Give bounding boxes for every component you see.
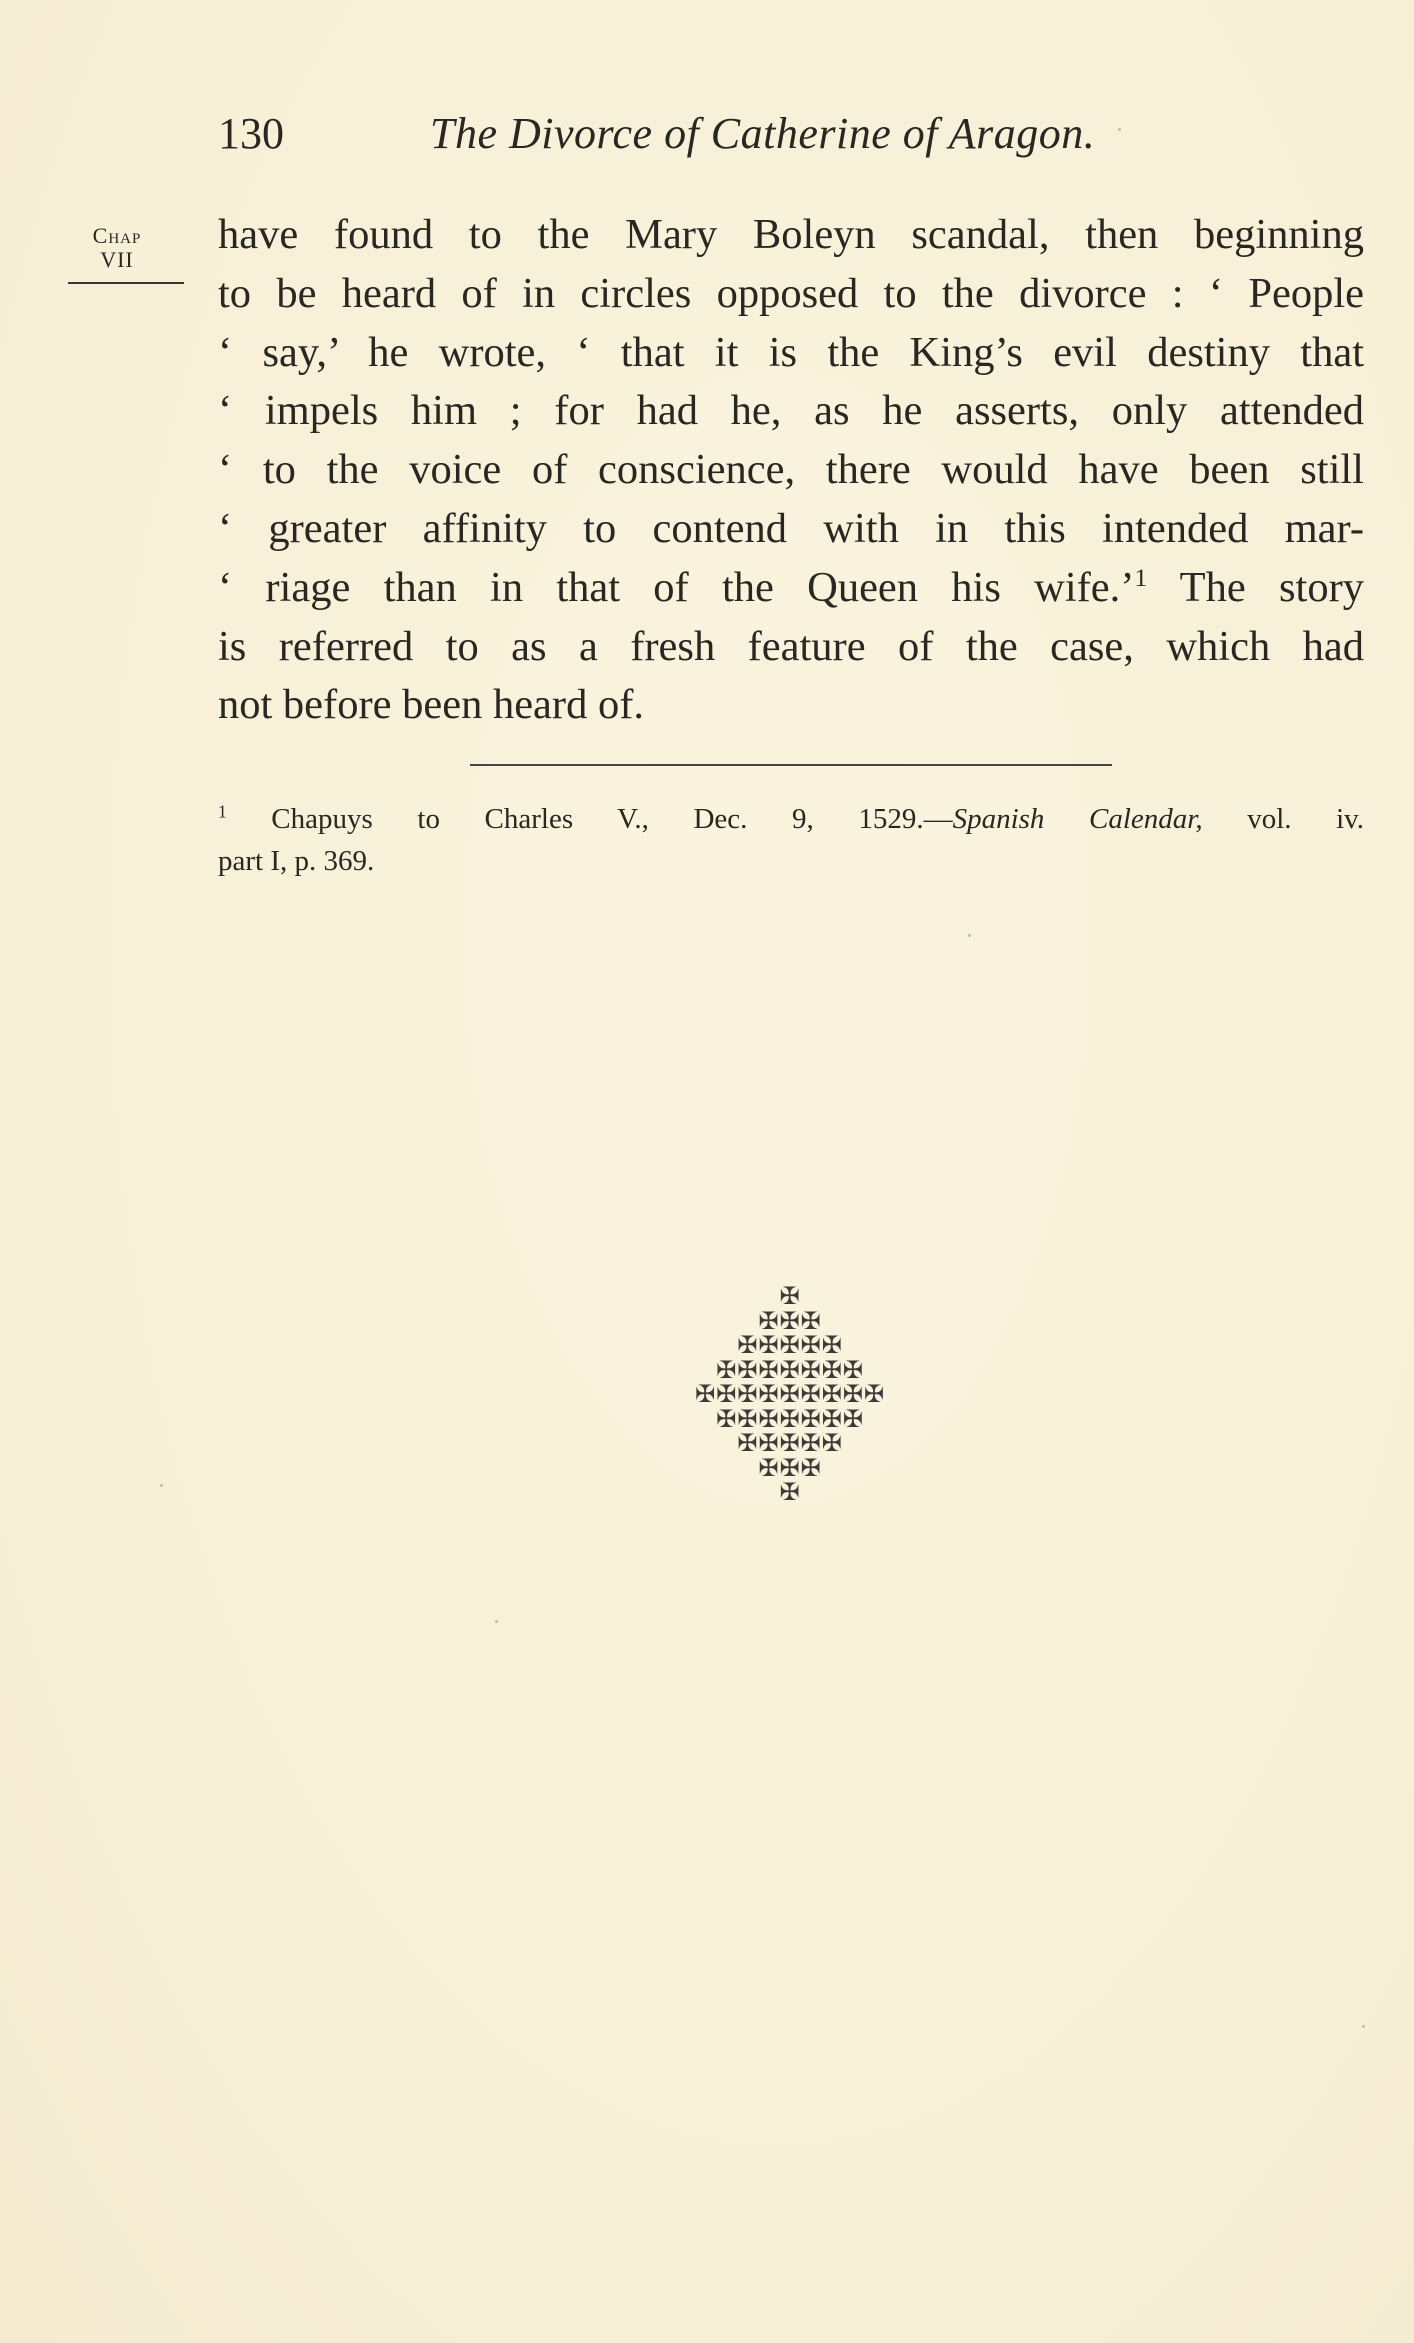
cross-icon: ✠ [842, 1380, 864, 1408]
text-line: ‘ to the voice of conscience, there would have been still [218, 446, 1364, 494]
cross-icon: ✠ [737, 1429, 759, 1457]
cross-icon: ✠ [800, 1404, 822, 1433]
cross-icon: ✠ [737, 1380, 759, 1408]
cross-icon: ✠ [758, 1331, 780, 1359]
cross-icon: ✠ [821, 1380, 843, 1408]
cross-icon: ✠ [779, 1453, 801, 1482]
cross-icon: ✠ [716, 1380, 738, 1408]
paper-speck [1362, 2025, 1365, 2028]
cross-icon: ✠ [842, 1355, 864, 1384]
footnote-line: part I, p. 369. [218, 845, 375, 877]
cross-icon: ✠ [758, 1380, 780, 1408]
cross-icon: ✠ [842, 1404, 864, 1433]
footnote-divider [470, 764, 1112, 766]
chapter-margin-note [72, 224, 162, 284]
footnote-marker: 1 [218, 801, 227, 822]
cross-icon: ✠ [800, 1453, 822, 1482]
running-head [218, 108, 1218, 164]
body-text [218, 206, 1364, 735]
cross-icon: ✠ [800, 1429, 822, 1457]
cross-icon: ✠ [800, 1355, 822, 1384]
ornament-row [620, 1382, 960, 1407]
ornament-row [620, 1453, 960, 1482]
cross-icon: ✠ [821, 1429, 843, 1457]
cross-icon: ✠ [758, 1404, 780, 1433]
running-title: The Divorce of Catherine of Aragon. [430, 109, 1096, 158]
cross-icon: ✠ [779, 1282, 801, 1310]
cross-pattee-ornament [620, 1284, 960, 1505]
text-line: ‘ impels him ; for had he, as he asserts, only attended [218, 387, 1364, 435]
paper-speck [968, 934, 971, 937]
cross-icon: ✠ [779, 1429, 801, 1457]
cross-icon: ✠ [779, 1355, 801, 1384]
ornament-row [620, 1431, 960, 1456]
cross-icon: ✠ [695, 1380, 717, 1408]
text-line: ‘ say,’ he wrote, ‘ that it is the King’s evil destiny that [218, 328, 1364, 376]
cross-icon: ✠ [779, 1380, 801, 1408]
cross-icon: ✠ [800, 1380, 822, 1408]
paper-speck [495, 1620, 498, 1623]
chapter-label: Chap [92, 223, 142, 248]
cross-icon: ✠ [758, 1453, 780, 1482]
text-line: ‘ greater affinity to contend with in this intended mar- [218, 504, 1364, 552]
footnote-source-title: Spanish Calendar, [952, 803, 1203, 835]
text-line: not before been heard of. [218, 681, 644, 729]
footnote-reference: 1 [1134, 562, 1148, 592]
cross-icon: ✠ [737, 1355, 759, 1384]
text-line: is referred to as a fresh feature of the case, which had [218, 622, 1364, 670]
text-line-segment: The story [1179, 563, 1364, 611]
cross-icon: ✠ [821, 1355, 843, 1384]
footnote-line [218, 798, 1364, 840]
text-line: have found to the Mary Boleyn scandal, then beginning [218, 211, 1364, 258]
ornament-row [620, 1306, 960, 1335]
ornament-row [620, 1480, 960, 1505]
ornament-row [620, 1355, 960, 1384]
cross-icon: ✠ [863, 1380, 885, 1408]
text-line-with-footnote [218, 559, 1364, 618]
text-line-segment: ‘ riage than in that of the Queen his wife.’ [218, 563, 1135, 611]
ornament-row [620, 1284, 960, 1309]
cross-icon: ✠ [758, 1306, 780, 1335]
ornament-row [620, 1404, 960, 1433]
paper-speck [160, 1484, 163, 1487]
cross-icon: ✠ [779, 1331, 801, 1359]
text-line: to be heard of in circles opposed to the divorce : ‘ People [218, 269, 1364, 317]
cross-icon: ✠ [800, 1306, 822, 1335]
cross-icon: ✠ [716, 1355, 738, 1384]
cross-icon: ✠ [821, 1331, 843, 1359]
paper-speck [1118, 128, 1121, 131]
cross-icon: ✠ [779, 1404, 801, 1433]
cross-icon: ✠ [821, 1404, 843, 1433]
cross-icon: ✠ [737, 1404, 759, 1433]
cross-icon: ✠ [737, 1331, 759, 1359]
cross-icon: ✠ [800, 1331, 822, 1359]
cross-icon: ✠ [716, 1404, 738, 1433]
cross-icon: ✠ [758, 1355, 780, 1384]
page-number: 130 [218, 109, 284, 158]
chapter-number: VII [100, 247, 134, 272]
footnote [218, 798, 1364, 882]
cross-icon: ✠ [758, 1429, 780, 1457]
footnote-volume: vol. iv. [1247, 803, 1365, 835]
ornament-row [620, 1333, 960, 1358]
margin-rule [68, 282, 184, 284]
cross-icon: ✠ [779, 1478, 801, 1506]
footnote-citation: Chapuys to Charles V., Dec. 9, 1529.— [271, 803, 953, 835]
cross-icon: ✠ [779, 1306, 801, 1335]
